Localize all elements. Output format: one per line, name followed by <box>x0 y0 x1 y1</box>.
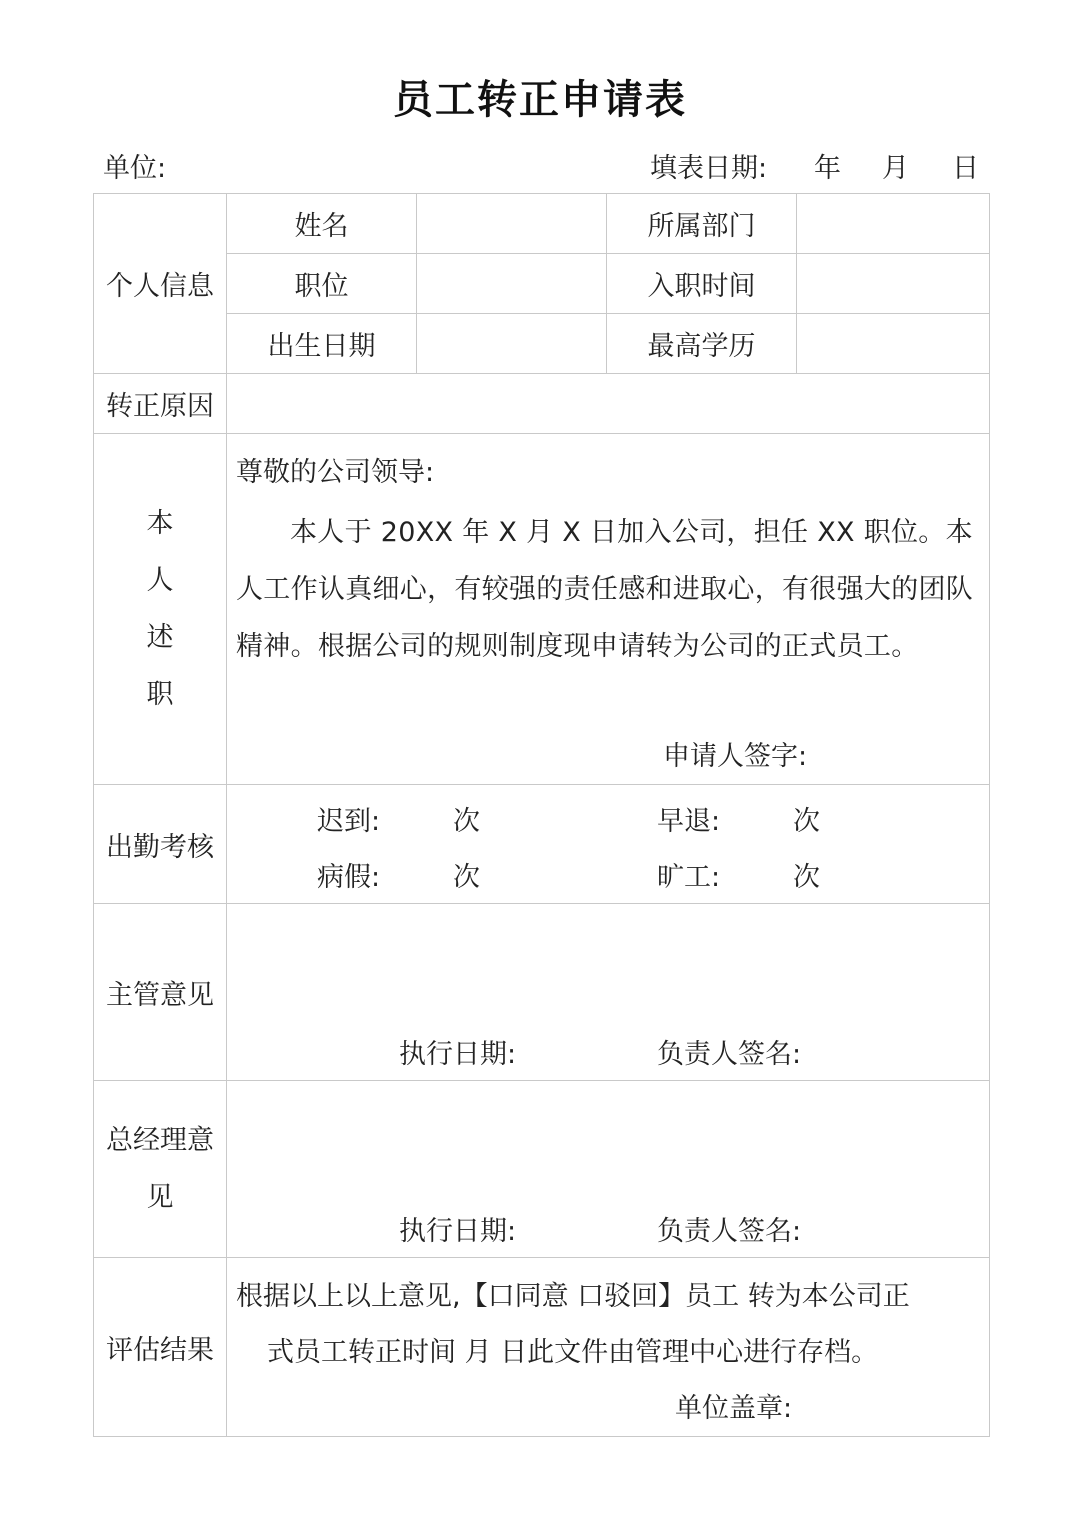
evaluation-text-line1: 根据以上以上意见,【口同意 口驳回】员工 转为本公司正 <box>236 1281 910 1312</box>
statement-body: 本人于 20XX 年 X 月 X 日加入公司，担任 XX 职位。本人工作认真细心，有较强的责任感和进取心，有很强大的团队精神。根据公司的规则制度现申请转为公司的正式员工。 <box>236 517 974 662</box>
position-field[interactable] <box>417 254 607 314</box>
year-label: 年 <box>814 153 841 184</box>
statement-greeting: 尊敬的公司领导: <box>236 457 435 488</box>
month-label: 月 <box>882 153 909 184</box>
statement-label <box>94 434 227 785</box>
unit-label: 单位: <box>103 153 167 184</box>
sick-leave-times-unit: 次 <box>453 862 480 893</box>
personal-info-label: 个人信息 <box>94 194 227 374</box>
supervisor-signer-label: 负责人签名: <box>657 1039 802 1070</box>
absent-times-unit: 次 <box>793 862 820 893</box>
statement-label-char: 述 <box>146 622 174 653</box>
supervisor-opinion-label: 主管意见 <box>94 904 227 1081</box>
early-leave-label: 早退: <box>657 806 721 837</box>
late-label: 迟到: <box>317 806 381 837</box>
name-field[interactable] <box>417 194 607 254</box>
form-title: 员工转正申请表 <box>393 77 687 123</box>
reason-label: 转正原因 <box>94 374 227 434</box>
position-label: 职位 <box>227 254 417 314</box>
evaluation-cell[interactable] <box>227 1258 990 1437</box>
statement-label-char: 职 <box>146 679 174 710</box>
gm-opinion-label <box>94 1081 227 1258</box>
gm-opinion-label-line2: 见 <box>146 1182 174 1213</box>
evaluation-label: 评估结果 <box>94 1258 227 1437</box>
department-label: 所属部门 <box>607 194 797 254</box>
early-leave-times-unit: 次 <box>793 806 820 837</box>
name-label: 姓名 <box>227 194 417 254</box>
birth-date-field[interactable] <box>417 314 607 374</box>
gm-signer-label: 负责人签名: <box>657 1216 802 1247</box>
hire-date-field[interactable] <box>797 254 990 314</box>
evaluation-text-line2: 式员工转正时间 月 日此文件由管理中心进行存档。 <box>267 1337 879 1368</box>
hire-date-label: 入职时间 <box>607 254 797 314</box>
sick-leave-label: 病假: <box>317 862 381 893</box>
gm-exec-date-label: 执行日期: <box>399 1216 517 1247</box>
absent-label: 旷工: <box>657 862 721 893</box>
gm-opinion-cell[interactable] <box>227 1081 990 1258</box>
fill-date-label: 填表日期: <box>650 153 768 184</box>
late-times-unit: 次 <box>453 806 480 837</box>
statement-label-char: 人 <box>146 565 174 596</box>
supervisor-opinion-cell[interactable] <box>227 904 990 1081</box>
education-label: 最高学历 <box>607 314 797 374</box>
reason-field[interactable] <box>227 374 990 434</box>
supervisor-exec-date-label: 执行日期: <box>399 1039 517 1070</box>
birth-date-label: 出生日期 <box>227 314 417 374</box>
day-label: 日 <box>952 153 979 184</box>
attendance-cell <box>227 785 990 904</box>
education-field[interactable] <box>797 314 990 374</box>
gm-opinion-label-line1: 总经理意 <box>106 1125 214 1156</box>
unit-stamp-label: 单位盖章: <box>675 1393 793 1424</box>
attendance-label: 出勤考核 <box>94 785 227 904</box>
application-form-table <box>93 193 990 1437</box>
applicant-signature-label: 申请人签字: <box>663 741 808 772</box>
department-field[interactable] <box>797 194 990 254</box>
statement-label-char: 本 <box>146 508 174 539</box>
statement-cell[interactable] <box>227 434 990 785</box>
